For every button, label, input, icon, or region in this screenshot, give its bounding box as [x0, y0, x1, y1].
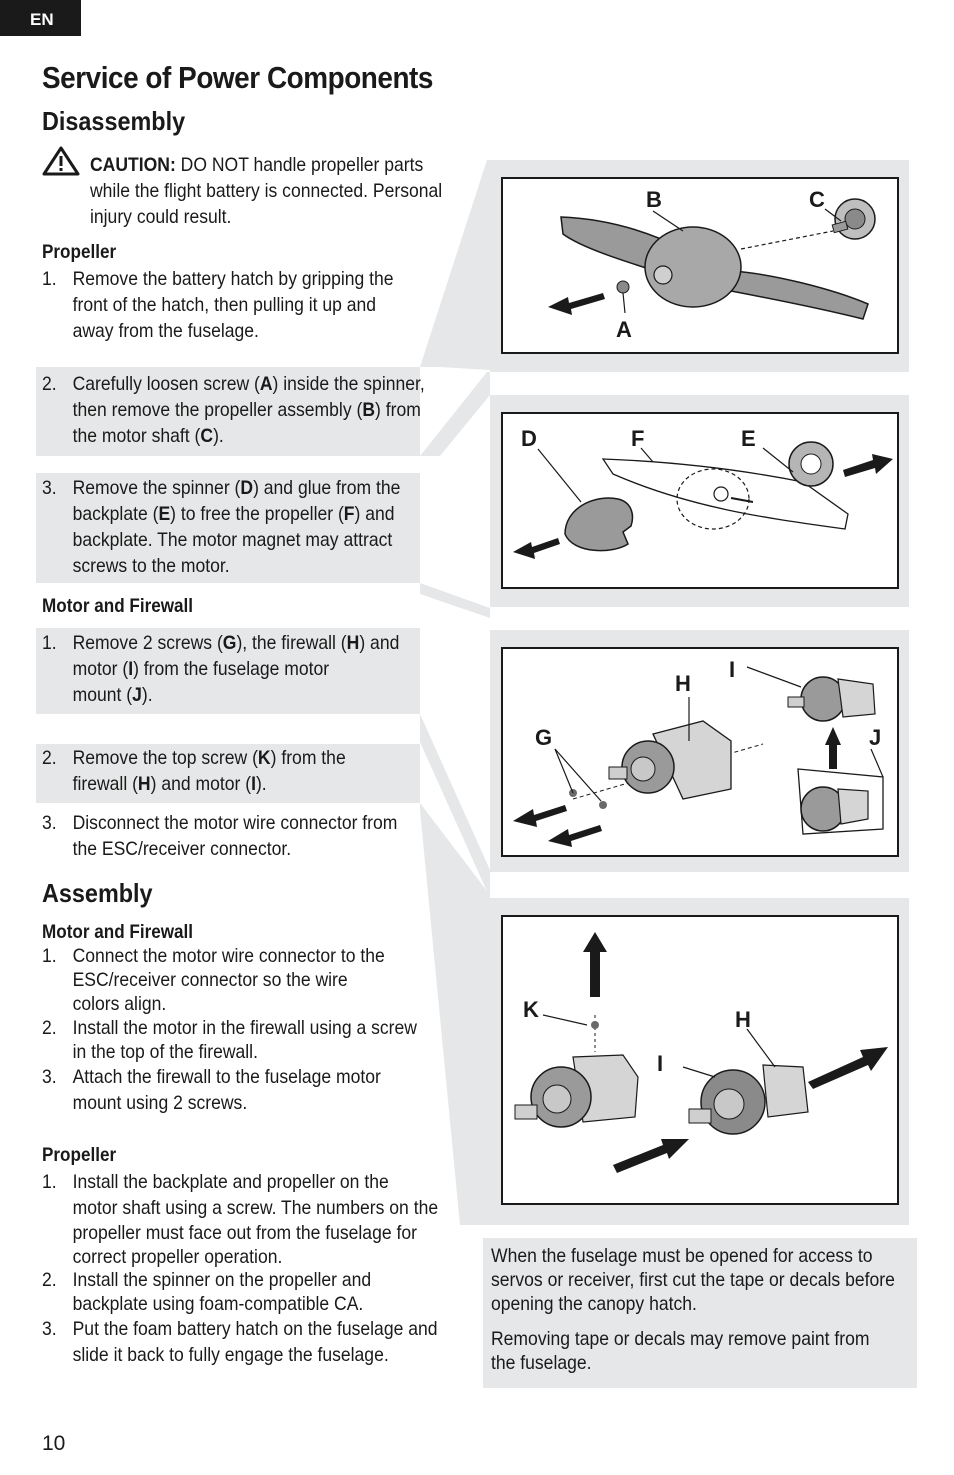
callout-label: B — [646, 187, 662, 212]
assembly-heading: Assembly — [42, 878, 153, 908]
caution-text: while the flight battery is connected. Personal — [90, 180, 443, 202]
figure-panel-propeller — [490, 160, 909, 372]
callout-label: H — [735, 1007, 751, 1032]
language-tab: EN — [0, 0, 81, 36]
motor-firewall-heading: Motor and Firewall — [42, 922, 194, 943]
callout-label: E — [741, 426, 756, 451]
motor-mount-removal-illustration — [503, 649, 897, 855]
propeller-removal-illustration — [503, 179, 897, 352]
caution-text: injury could result. — [90, 206, 232, 228]
callout-label: A — [616, 317, 632, 342]
disassembly-heading: Disassembly — [42, 106, 186, 136]
firewall-removal-illustration — [503, 917, 897, 1203]
note-box: When the fuselage must be opened for access to servos or receiver, first cut the tape or decals before opening the canopy hatch. Removing tape or decals may remove paint from the fuselage. — [483, 1238, 917, 1388]
spinner-removal-illustration — [503, 414, 897, 587]
motor-firewall-heading: Motor and Firewall — [42, 596, 194, 617]
callout-label: J — [869, 725, 882, 750]
warning-icon — [42, 146, 80, 176]
figure-panel-spinner — [490, 395, 909, 607]
page-number: 10 — [42, 1432, 66, 1455]
callout-label: C — [809, 187, 825, 212]
callout-label: D — [521, 426, 537, 451]
figure-panel-firewall — [490, 898, 909, 1225]
figure-panel-motor-mount — [490, 630, 909, 872]
propeller-heading: Propeller — [42, 1145, 117, 1166]
callout-label: I — [657, 1051, 664, 1076]
propeller-heading: Propeller — [42, 242, 117, 263]
callout-label: K — [523, 997, 539, 1022]
callout-label: I — [729, 657, 736, 682]
callout-label: G — [535, 725, 553, 750]
callout-label: H — [675, 671, 691, 696]
callout-label: F — [631, 426, 645, 451]
caution-text: DO NOT handle propeller parts — [180, 154, 424, 176]
page-title: Service of Power Components — [42, 60, 433, 95]
caution-label: CAUTION: — [90, 154, 176, 176]
